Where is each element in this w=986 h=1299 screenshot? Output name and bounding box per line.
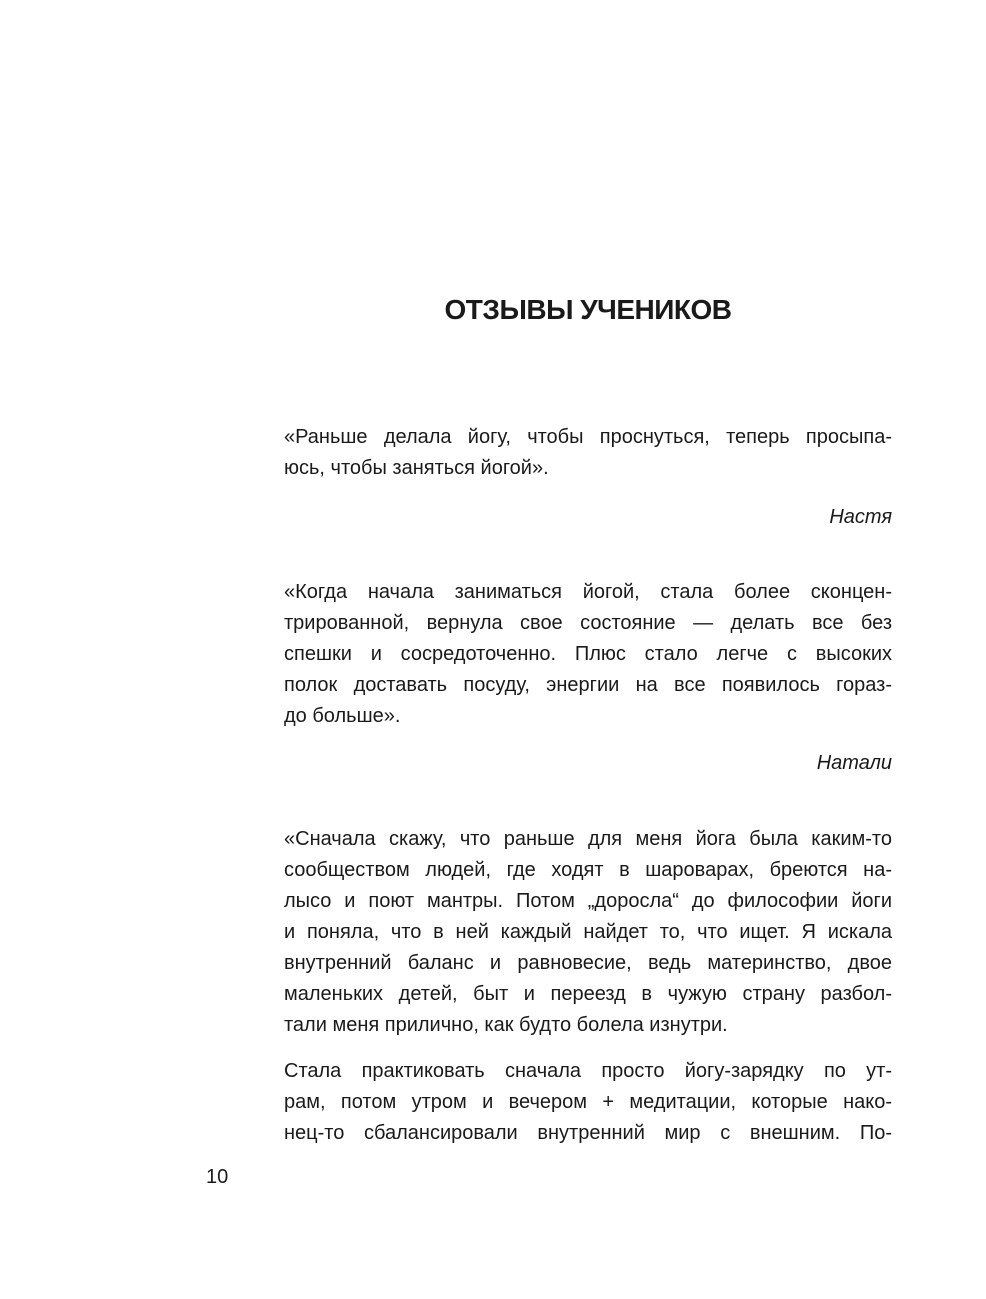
text-line: маленьких детей, быт и переезд в чужую страну разбол- (284, 983, 892, 1005)
testimonial-3-quote-paragraph-2 (284, 1056, 892, 1149)
text-line: тали меня прилично, как будто болела изнутри. (284, 1014, 728, 1036)
text-line: и поняла, что в ней каждый найдет то, что ищет. Я искала (284, 921, 892, 943)
text-line: до больше». (284, 705, 401, 727)
testimonial-3 (284, 824, 892, 1149)
testimonial-3-quote-paragraph-1 (284, 824, 892, 1041)
text-line: лысо и поют мантры. Потом „доросла“ до философии йоги (284, 890, 892, 912)
testimonial-1-author: Настя (829, 506, 892, 528)
page-number: 10 (206, 1166, 229, 1188)
text-line: внутренний баланс и равновесие, ведь материнство, двое (284, 952, 892, 974)
text-line: трированной, вернула свое состояние — делать все без (284, 612, 892, 634)
text-line: спешки и сосредоточенно. Плюс стало легче с высоких (284, 643, 892, 665)
text-line: юсь, чтобы заняться йогой». (284, 457, 549, 479)
text-line: рам, потом утром и вечером + медитации, которые нако- (284, 1091, 892, 1113)
testimonial-2 (284, 577, 892, 779)
text-line: сообществом людей, где ходят в шароварах, бреются на- (284, 859, 892, 881)
text-line: Стала практиковать сначала просто йогу-зарядку по ут- (284, 1060, 892, 1082)
text-line: нец-то сбалансировали внутренний мир с внешним. По- (284, 1122, 892, 1144)
testimonial-1 (284, 422, 892, 533)
testimonial-2-quote (284, 577, 892, 732)
text-line: полок доставать посуду, энергии на все появилось гораз- (284, 674, 892, 696)
testimonial-2-author: Натали (816, 752, 892, 774)
page-title: ОТЗЫВЫ УЧЕНИКОВ (444, 294, 732, 325)
text-line: «Раньше делала йогу, чтобы проснуться, теперь просыпа- (284, 426, 892, 448)
text-line: «Когда начала заниматься йогой, стала более сконцен- (284, 581, 892, 603)
text-line: «Сначала скажу, что раньше для меня йога была каким-то (284, 828, 892, 850)
testimonial-1-quote (284, 422, 892, 484)
